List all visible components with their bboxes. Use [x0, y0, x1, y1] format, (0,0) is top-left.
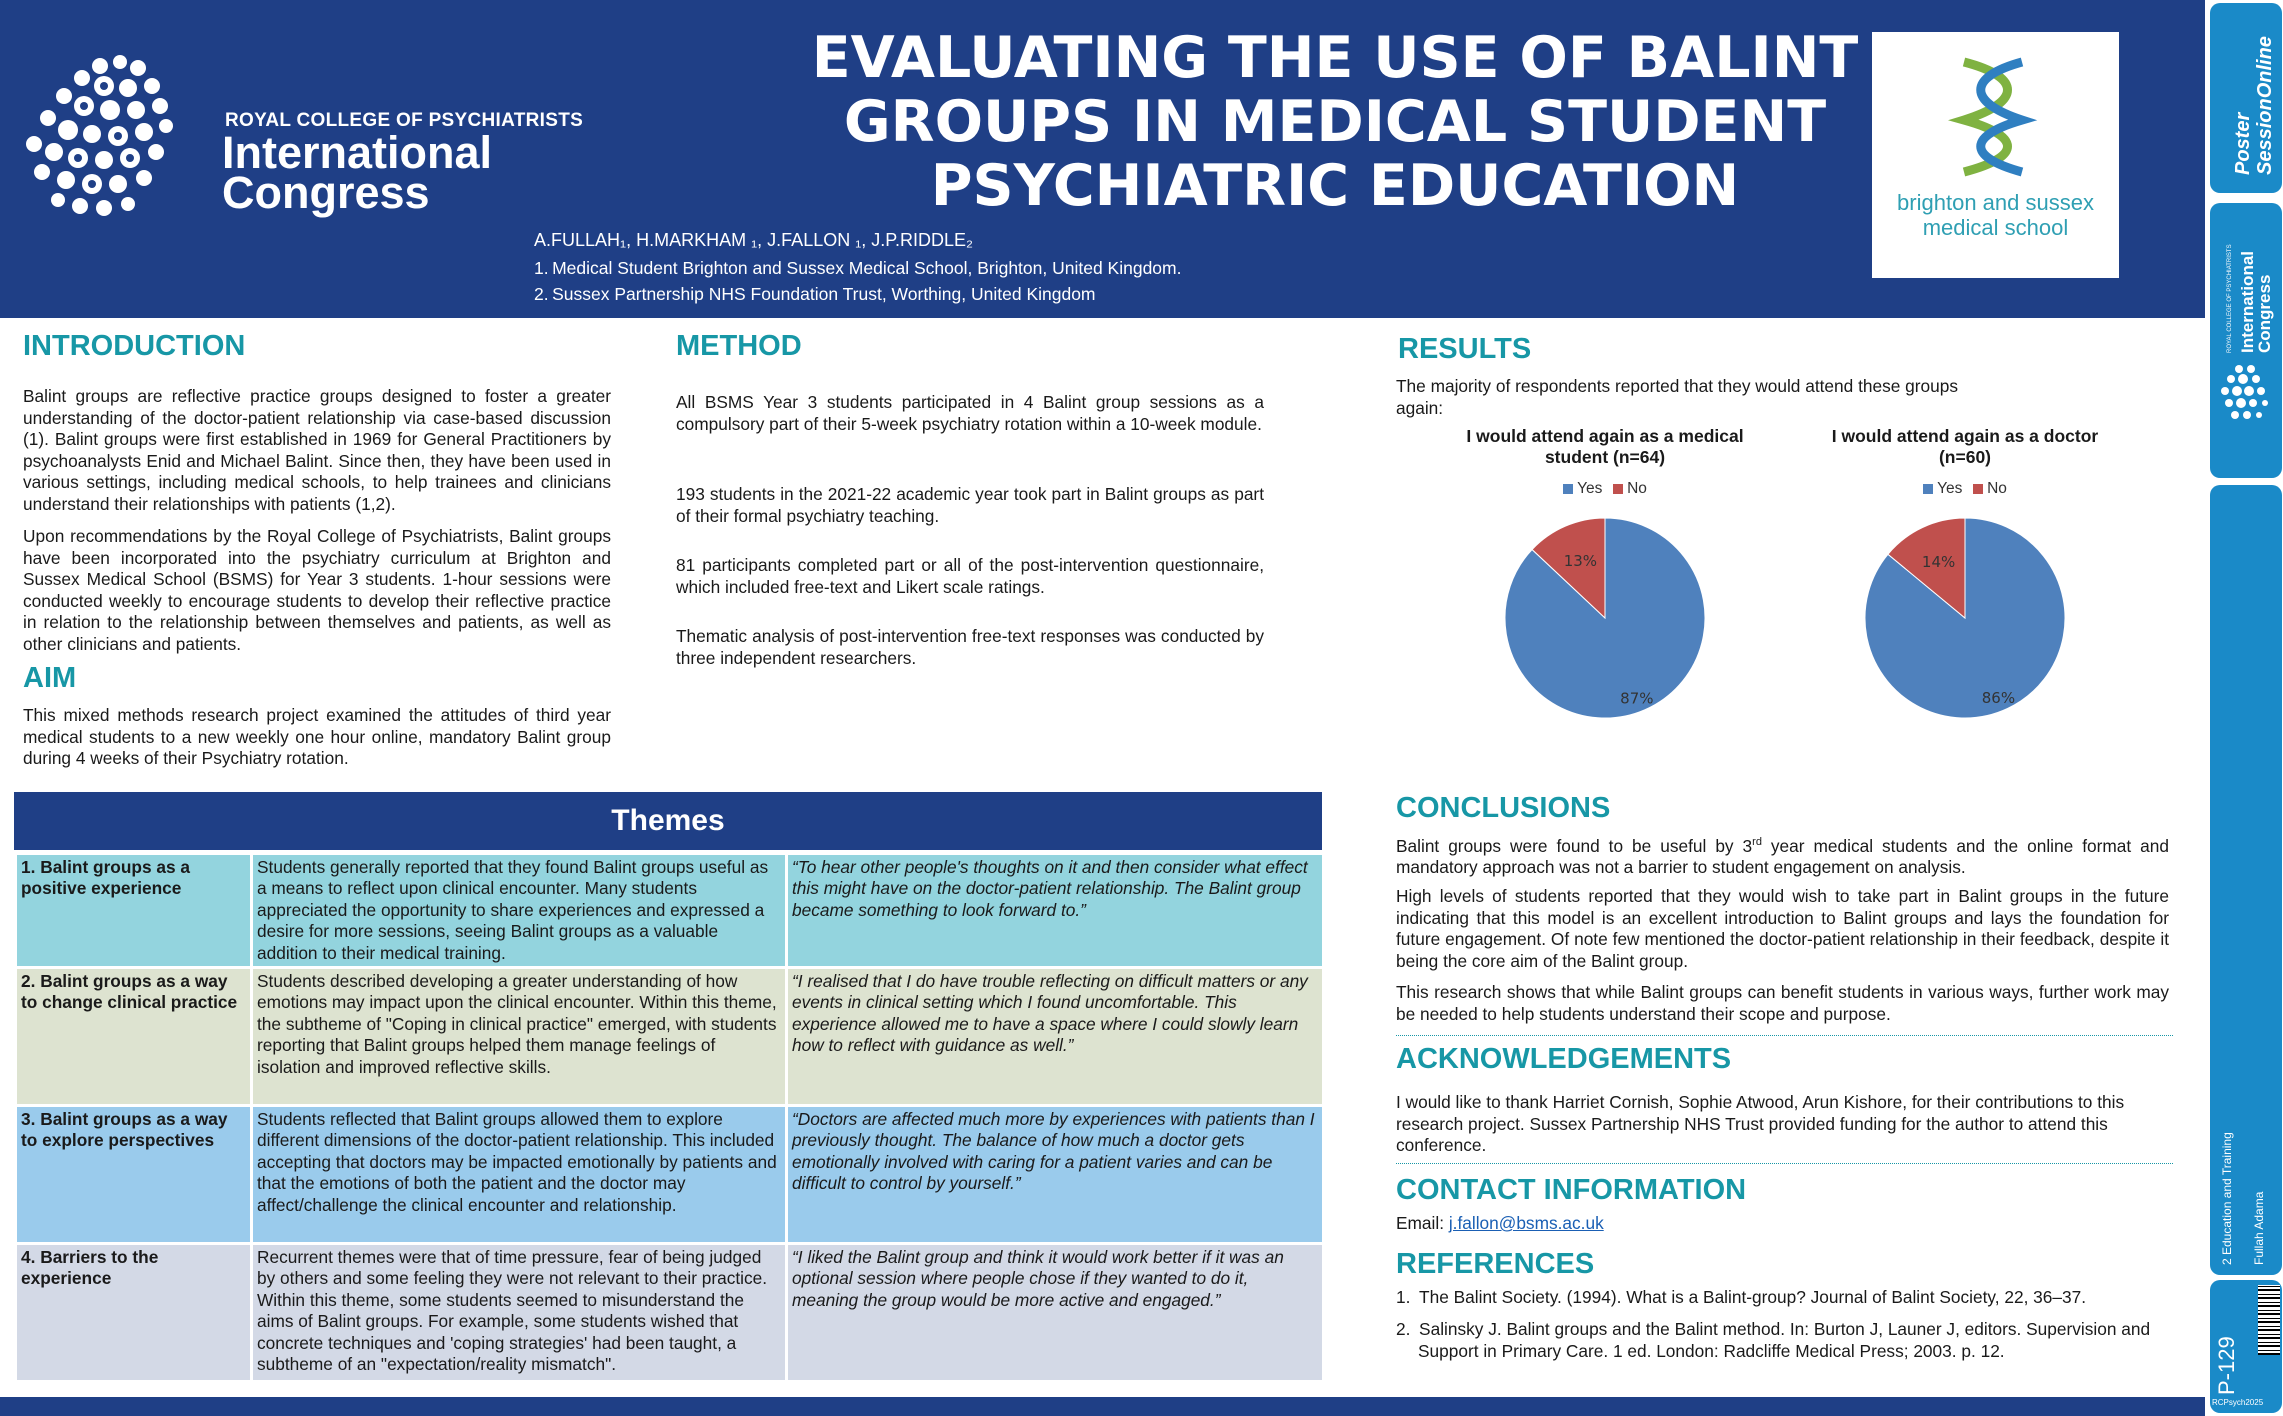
title-line-1: EVALUATING THE USE OF BALINT [811, 25, 1859, 91]
aim-heading: AIM [23, 662, 77, 694]
acknowledgements-paragraph: I would like to thank Harriet Cornish, Sophie Atwood, Arun Kishore, for their contributions to this research project. Sussex Partnership NHS Trust provided funding for the author to attend this conference. [1396, 1092, 2125, 1155]
theme-description: Students reflected that Balint groups allowed them to explore different dimensions of the doctor-patient relationship. This included accepting that doctors may be impacted emotionally by patients and that the emotions of both the patient and the doctor may affect/challenge the clinical encounter and relationship. [252, 1106, 787, 1244]
pie-2-title: I would attend again as a doctor (n=60) [1831, 426, 2099, 467]
congress-badge [2210, 203, 2282, 478]
theme-row [16, 1244, 1324, 1382]
category-badge [2210, 485, 2282, 1275]
legend-yes-label: Yes [1937, 480, 1963, 497]
divider [1396, 1035, 2173, 1036]
introduction-paragraph-2: Upon recommendations by the Royal College of Psychiatrists, Balint groups have been incorporated into the psychiatry curriculum at Brighton and Sussex Medical School (BSMS) for Year 3 students. 1-hour sessions were conducted weekly to encourage students to develop their reflective practice in relation to the relationship between themselves and patients, as well as other clinicians and patients. [23, 526, 611, 654]
sidebar-congress-small: ROYAL COLLEGE OF PSYCHIATRISTS [2227, 244, 2233, 353]
theme-description: Students described developing a greater understanding of how emotions may impact upon the clinical encounter. Within this theme, the subtheme of "Coping in clinical practice" emerged, with students reporting that Balint groups helped them manage feelings of isolation and improved reflective skills. [252, 968, 787, 1106]
authors: A.FULLAH₁, H.MARKHAM ₁, J.FALLON ₁, J.P.RIDDLE₂ [534, 230, 973, 250]
barcode-icon [2258, 1285, 2280, 1355]
themes-table [14, 852, 1325, 1383]
conclusions-p1-start: Balint groups were found to be useful by 3 [1396, 835, 1753, 856]
congress-dots-icon [2219, 363, 2273, 423]
theme-quote: “Doctors are affected much more by experiences with patients than I previously thought. The balance of how much a doctor gets emotionally involved with caring for a patient varies and can be difficult to control by yourself.” [787, 1106, 1324, 1244]
theme-quote: “To hear other people's thoughts on it and then consider what effect this might have on the doctor-patient relationship. The Balint group became something to look forward to.” [787, 854, 1324, 968]
pie-1-title: I would attend again as a medical student (n=64) [1466, 426, 1744, 467]
theme-name: 2. Balint groups as a way to change clinical practice [16, 968, 252, 1106]
method-paragraph-1: All BSMS Year 3 students participated in 4 Balint group sessions as a compulsory part of their 5-week psychiatry rotation within a 10-week module. [676, 392, 1264, 434]
email-label: Email: [1396, 1213, 1449, 1233]
sidebar-congress-line-2: Congress [2255, 274, 2274, 353]
pie-2-svg [1815, 498, 2115, 718]
conclusions-p1-end: year medical students and the online format and mandatory approach was not a barrier to student engagement on analysis. [1396, 835, 2169, 878]
conclusions-paragraph-3: This research shows that while Balint groups can benefit students in various ways, further work may be needed to help students understand their scope and purpose. [1396, 982, 2169, 1024]
email-link[interactable]: j.fallon@bsms.ac.uk [1448, 1213, 1604, 1233]
bottom-bar [0, 1397, 2205, 1416]
logo-international: International [222, 127, 493, 178]
sidebar-category: 2 Education and Training [2220, 1132, 2234, 1265]
themes-heading: Themes [14, 792, 1322, 850]
contact-email-line [1396, 1213, 1604, 1235]
method-heading: METHOD [676, 330, 802, 362]
sidebar-author: Fullah Adama [2252, 1191, 2266, 1265]
aim-paragraph: This mixed methods research project examined the attitudes of third year medical students to a new weekly one hour online, mandatory Balint group during 4 weeks of their Psychiatry rotation. [23, 705, 611, 768]
conclusions-paragraph-1 [1396, 832, 2169, 879]
poster-session-line-1: Poster [2232, 112, 2254, 175]
poster-session-badge [2210, 3, 2282, 193]
introduction-paragraph-1: Balint groups are reflective practice groups designed to foster a greater understanding of the doctor-patient relationship via case-based discussion (1). Balint groups were first established in 1969 for General Practitioners by psychoanalysts Enid and Michael Balint. Since then, they have been used in various settings, including medical schools, to help trainees and clinicians understand their relationships with patients (1,2). [23, 386, 611, 514]
title-line-3: PSYCHIATRIC EDUCATION [930, 153, 1740, 219]
pie-data-label: 87% [1620, 689, 1654, 708]
theme-quote: “I liked the Balint group and think it would work better if it was an optional session where people chose if they wanted to do it, meaning the group would be more active and engaged.” [787, 1244, 1324, 1382]
legend-no-label: No [1987, 480, 2007, 497]
sidebar-congress-line-1: International [2238, 250, 2257, 353]
logo-org-name: ROYAL COLLEGE OF PSYCHIATRISTS [225, 110, 584, 131]
method-paragraph-4: Thematic analysis of post-intervention free-text responses was conducted by three independent researchers. [676, 626, 1264, 668]
helix-icon [1872, 32, 2119, 182]
theme-description: Students generally reported that they found Balint groups useful as a means to reflect upon clinical encounter. Many students appreciated the opportunity to share experiences and expressed a desire for more sessions, seeing Balint groups as a valuable addition to their medical training. [252, 854, 787, 968]
pie-2-legend [1815, 480, 2115, 498]
logo-congress: Congress [222, 167, 430, 218]
school-logo-text [1872, 190, 2119, 240]
legend-no-label: No [1627, 480, 1647, 497]
theme-name: 3. Balint groups as a way to explore perspectives [16, 1106, 252, 1244]
affiliation-2: 2. Sussex Partnership NHS Foundation Trust, Worthing, United Kingdom [534, 284, 1096, 304]
conclusions-p1-sup: rd [1752, 836, 1762, 848]
theme-quote: “I realised that I do have trouble reflecting on difficult matters or any events in clinical setting which I found uncomfortable. This experience allowed me to have a space where I could slowly learn how to reflect with guidance as well.” [787, 968, 1324, 1106]
pie-1-svg [1455, 498, 1755, 718]
pie-chart-1 [1455, 426, 1755, 723]
reference-2: 2. Salinsky J. Balint groups and the Balint method. In: Burton J, Launer J, editors. Supervision and Support in Primary Care. 1 ed. London: Radcliffe Medical Press; 2003. p. 12. [1396, 1319, 2151, 1361]
pie-data-label: 86% [1981, 688, 2016, 707]
legend-yes-swatch [1563, 484, 1573, 494]
divider [1396, 1163, 2173, 1164]
pie-chart-2 [1815, 426, 2115, 723]
results-heading: RESULTS [1398, 333, 1532, 365]
reference-1: 1. The Balint Society. (1994). What is a Balint-group? Journal of Balint Society, 22, 36–37. [1396, 1287, 2087, 1307]
acknowledgements-heading: ACKNOWLEDGEMENTS [1396, 1043, 1732, 1075]
legend-yes-swatch [1923, 484, 1933, 494]
poster-session-line-2: SessionOnline [2254, 36, 2276, 175]
legend-no-swatch [1973, 484, 1983, 494]
sidebar-poster-id: P-129 [2214, 1336, 2239, 1395]
pie-data-label: 13% [1563, 552, 1598, 571]
legend-yes-label: Yes [1577, 480, 1603, 497]
theme-row [16, 1106, 1324, 1244]
poster-id-badge [2210, 1280, 2282, 1413]
references-heading: REFERENCES [1396, 1248, 1595, 1280]
poster-title [600, 26, 2070, 218]
conclusions-paragraph-2: High levels of students reported that they would wish to take part in Balint groups in the future indicating that this model is an excellent introduction to Balint groups and lays the foundation for future engagement. Of note few mentioned the doctor-patient relationship in their feedback, despite it being the core aim of the Balint group. [1396, 886, 2169, 971]
method-paragraph-3: 81 participants completed part or all of the post-intervention questionnaire, which included free-text and Likert scale ratings. [676, 555, 1264, 597]
legend-no-swatch [1613, 484, 1623, 494]
school-logo-line-2: medical school [1922, 215, 2069, 240]
pie-1-legend [1455, 480, 1755, 498]
theme-name: 1. Balint groups as a positive experience [16, 854, 252, 968]
conclusions-heading: CONCLUSIONS [1396, 792, 1611, 824]
affiliation-1: 1. Medical Student Brighton and Sussex Medical School, Brighton, United Kingdom. [534, 258, 1182, 278]
theme-row [16, 968, 1324, 1106]
pie-data-label: 14% [1921, 552, 1956, 571]
theme-name: 4. Barriers to the experience [16, 1244, 252, 1382]
school-logo [1872, 32, 2119, 278]
school-logo-line-1: brighton and sussex [1897, 190, 2094, 215]
theme-description: Recurrent themes were that of time pressure, fear of being judged by others and some feeling they were not relevant to their practice. Within this theme, some students seemed to misunderstand the aims of Balint groups. For example, some students wished that concrete techniques and 'coping strategies' had been taught, a subtheme of an "expectation/reality mismatch". [252, 1244, 787, 1382]
introduction-heading: INTRODUCTION [23, 330, 246, 362]
title-line-2: GROUPS IN MEDICAL STUDENT [843, 89, 1827, 155]
method-paragraph-2: 193 students in the 2021-22 academic year took part in Balint groups as part of their formal psychiatry teaching. [676, 484, 1264, 526]
theme-row [16, 854, 1324, 968]
sidebar-event-code: RCPsych2025 [2212, 1398, 2264, 1407]
results-intro: The majority of respondents reported that they would attend these groups again: [1396, 376, 1958, 418]
contact-heading: CONTACT INFORMATION [1396, 1174, 1747, 1206]
